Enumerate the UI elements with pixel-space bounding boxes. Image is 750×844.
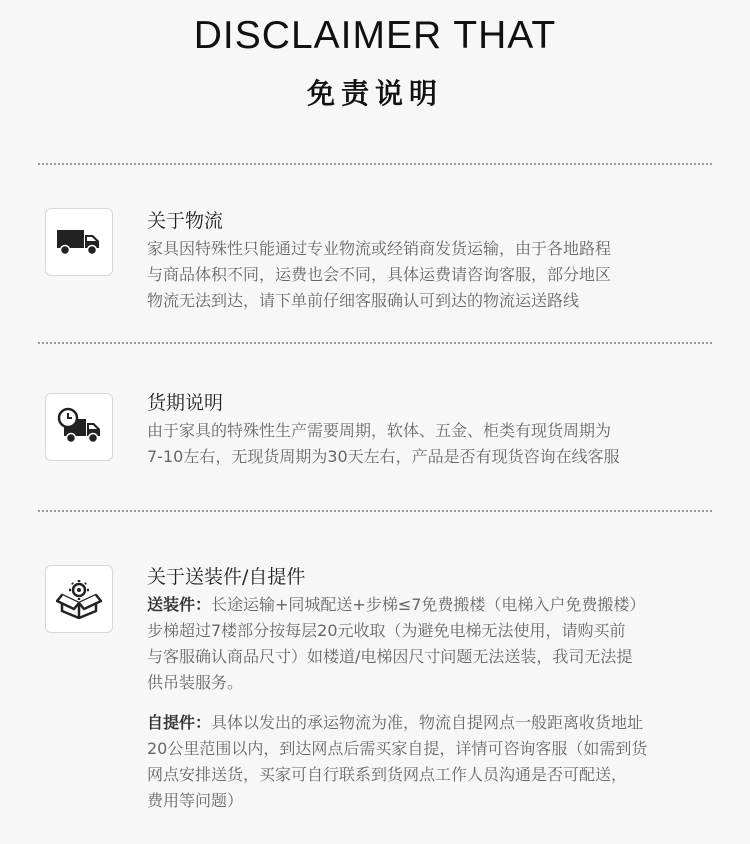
section-line: 供吊装服务。 — [147, 673, 244, 692]
section-line: 网点安排送货，买家可自行联系到货网点工作人员沟通是否可配送， — [147, 765, 628, 784]
section-delivery-pickup — [147, 562, 717, 814]
page-title-en: DISCLAIMER THAT — [193, 14, 557, 57]
section-delivery-time — [147, 388, 717, 470]
section-line: 家具因特殊性只能通过专业物流或经销商发货运输，由于各地路程 — [147, 239, 612, 258]
page-title-cn: 免责说明 — [306, 77, 443, 110]
section-line: 与商品体积不同，运费也会不同，具体运费请咨询客服，部分地区 — [147, 265, 612, 284]
section-title: 货期说明 — [147, 392, 224, 414]
section-line — [147, 592, 717, 618]
section-line: 步梯超过7楼部分按每层20元收取（为避免电梯无法使用，请购买前 — [147, 621, 626, 640]
section-line-text: 长途运输+同城配送+步梯≤7免费搬楼（电梯入户免费搬楼） — [211, 595, 646, 614]
clock-truck-icon — [56, 407, 102, 447]
divider — [38, 510, 712, 512]
section-line-text: 具体以发出的承运物流为准，物流自提网点一般距离收货地址 — [211, 713, 644, 732]
pickup-label: 自提件： — [147, 713, 212, 732]
section-line: 由于家具的特殊性生产需要周期，软体、五金、柜类有现货周期为 — [147, 421, 612, 440]
icon-box — [45, 208, 113, 276]
icon-box — [45, 393, 113, 461]
icon-box — [45, 565, 113, 633]
section-line: 20公里范围以内，到达网点后需买家自提，详情可咨询客服（如需到货 — [147, 739, 648, 758]
divider — [38, 163, 712, 165]
spacer — [147, 696, 717, 710]
section-title: 关于送装件/自提件 — [147, 566, 306, 588]
section-logistics — [147, 206, 717, 314]
divider — [38, 342, 712, 344]
section-line — [147, 710, 717, 736]
section-line: 7-10左右，无现货周期为30天左右，产品是否有现货咨询在线客服 — [147, 447, 620, 466]
section-title: 关于物流 — [147, 210, 224, 232]
delivery-label: 送装件： — [147, 595, 212, 614]
section-line: 费用等问题） — [147, 791, 244, 810]
section-line: 物流无法到达，请下单前仔细客服确认可到达的物流运送路线 — [147, 291, 580, 310]
section-line: 与客服确认商品尺寸）如楼道/电梯因尺寸问题无法送装，我司无法提 — [147, 647, 633, 666]
package-box-icon — [56, 579, 102, 619]
delivery-truck-icon — [56, 227, 102, 257]
